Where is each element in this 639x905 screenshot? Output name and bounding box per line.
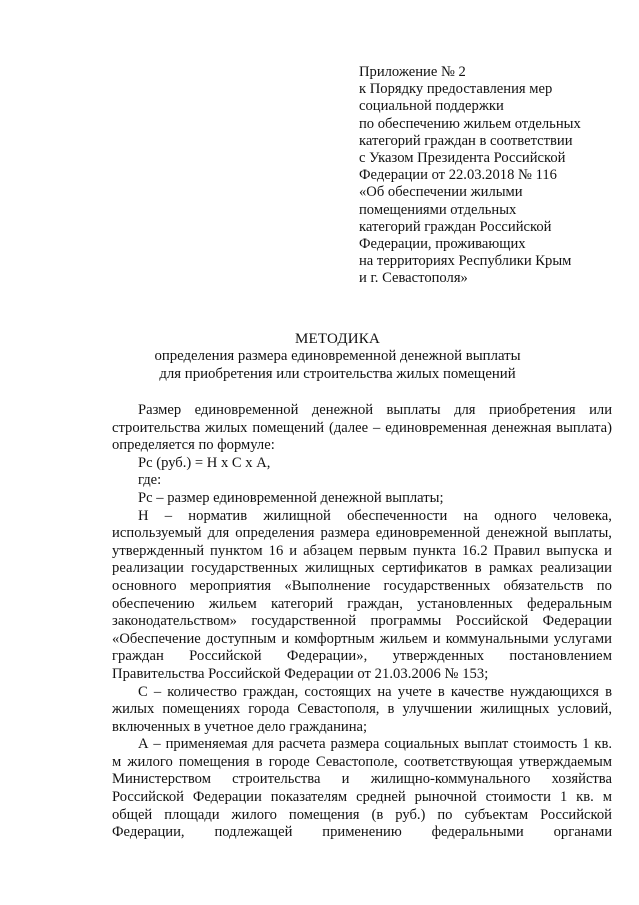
document-title: МЕТОДИКА	[294, 331, 381, 347]
appendix-line: категорий граждан Российской	[359, 218, 552, 235]
appendix-line: категорий граждан в соответствии	[359, 132, 573, 149]
appendix-line: Приложение № 2	[359, 64, 466, 80]
document-subtitle: для приобретения или строительства жилых помещений	[159, 365, 516, 382]
appendix-line: и г. Севастополя»	[359, 270, 468, 287]
appendix-line: с Указом Президента Российской	[359, 150, 566, 167]
appendix-line: по обеспечению жильем отдельных	[359, 115, 581, 132]
appendix-line: Федерации, проживающих	[359, 236, 526, 253]
appendix-line: «Об обеспечении жилыми	[359, 184, 523, 201]
appendix-header	[359, 64, 619, 288]
document-body	[112, 402, 612, 842]
paragraph-formula: Рс (руб.) = Н х С х А,	[138, 454, 271, 471]
appendix-line: Федерации от 22.03.2018 № 116	[359, 167, 557, 184]
paragraph-c-definition: С – количество граждан, состоящих на учете в качестве нуждающихся в жилых помещениях города Севастополя, в улучшении жилищных условий, включенных в учетное дело гражданина;	[112, 683, 612, 735]
paragraph-a-definition: А – применяемая для расчета размера социальных выплат стоимость 1 кв. м жилого помещения в городе Севастополе, соответствующая утверждаемым Министерством строительства и жилищно-коммунального хозяйства Российской Федерации показателям средней рыночной стоимости 1 кв. м общей площади жилого помещения (в руб.) по субъектам Российской Федерации, подлежащей применению федеральными органами	[112, 736, 612, 841]
document-title-block	[0, 330, 639, 383]
appendix-line: помещениями отдельных	[359, 201, 517, 218]
paragraph-where: где:	[138, 472, 162, 489]
paragraph-n-definition: Н – норматив жилищной обеспеченности на одного человека, используемый для определения размера единовременной денежной выплаты, утвержденный пунктом 16 и абзацем первым пункта 16.2 Правил выпуска и реализации государственных жилищных сертификатов в рамках реализации основного мероприятия «Выполнение государственных обязательств по обеспечению жильем категорий граждан, установленных федеральным законодательством» государственной программы Российской Федерации «Обеспечение доступным и комфортным жильем и коммунальными услугами граждан Российской Федерации», утвержденных постановлением Правительства Российской Федерации от 21.03.2006 № 153;	[112, 507, 612, 682]
paragraph-rc-definition: Рс – размер единовременной денежной выплаты;	[138, 489, 444, 506]
appendix-line: к Порядку предоставления мер	[359, 81, 553, 98]
paragraph-intro: Размер единовременной денежной выплаты для приобретения или строительства жилых помещений (далее – единовременная денежная выплата) определяется по формуле:	[112, 402, 612, 454]
appendix-line: социальной поддержки	[359, 98, 504, 115]
document-subtitle: определения размера единовременной денежной выплаты	[154, 348, 521, 364]
appendix-line: на территориях Республики Крым	[359, 253, 572, 270]
